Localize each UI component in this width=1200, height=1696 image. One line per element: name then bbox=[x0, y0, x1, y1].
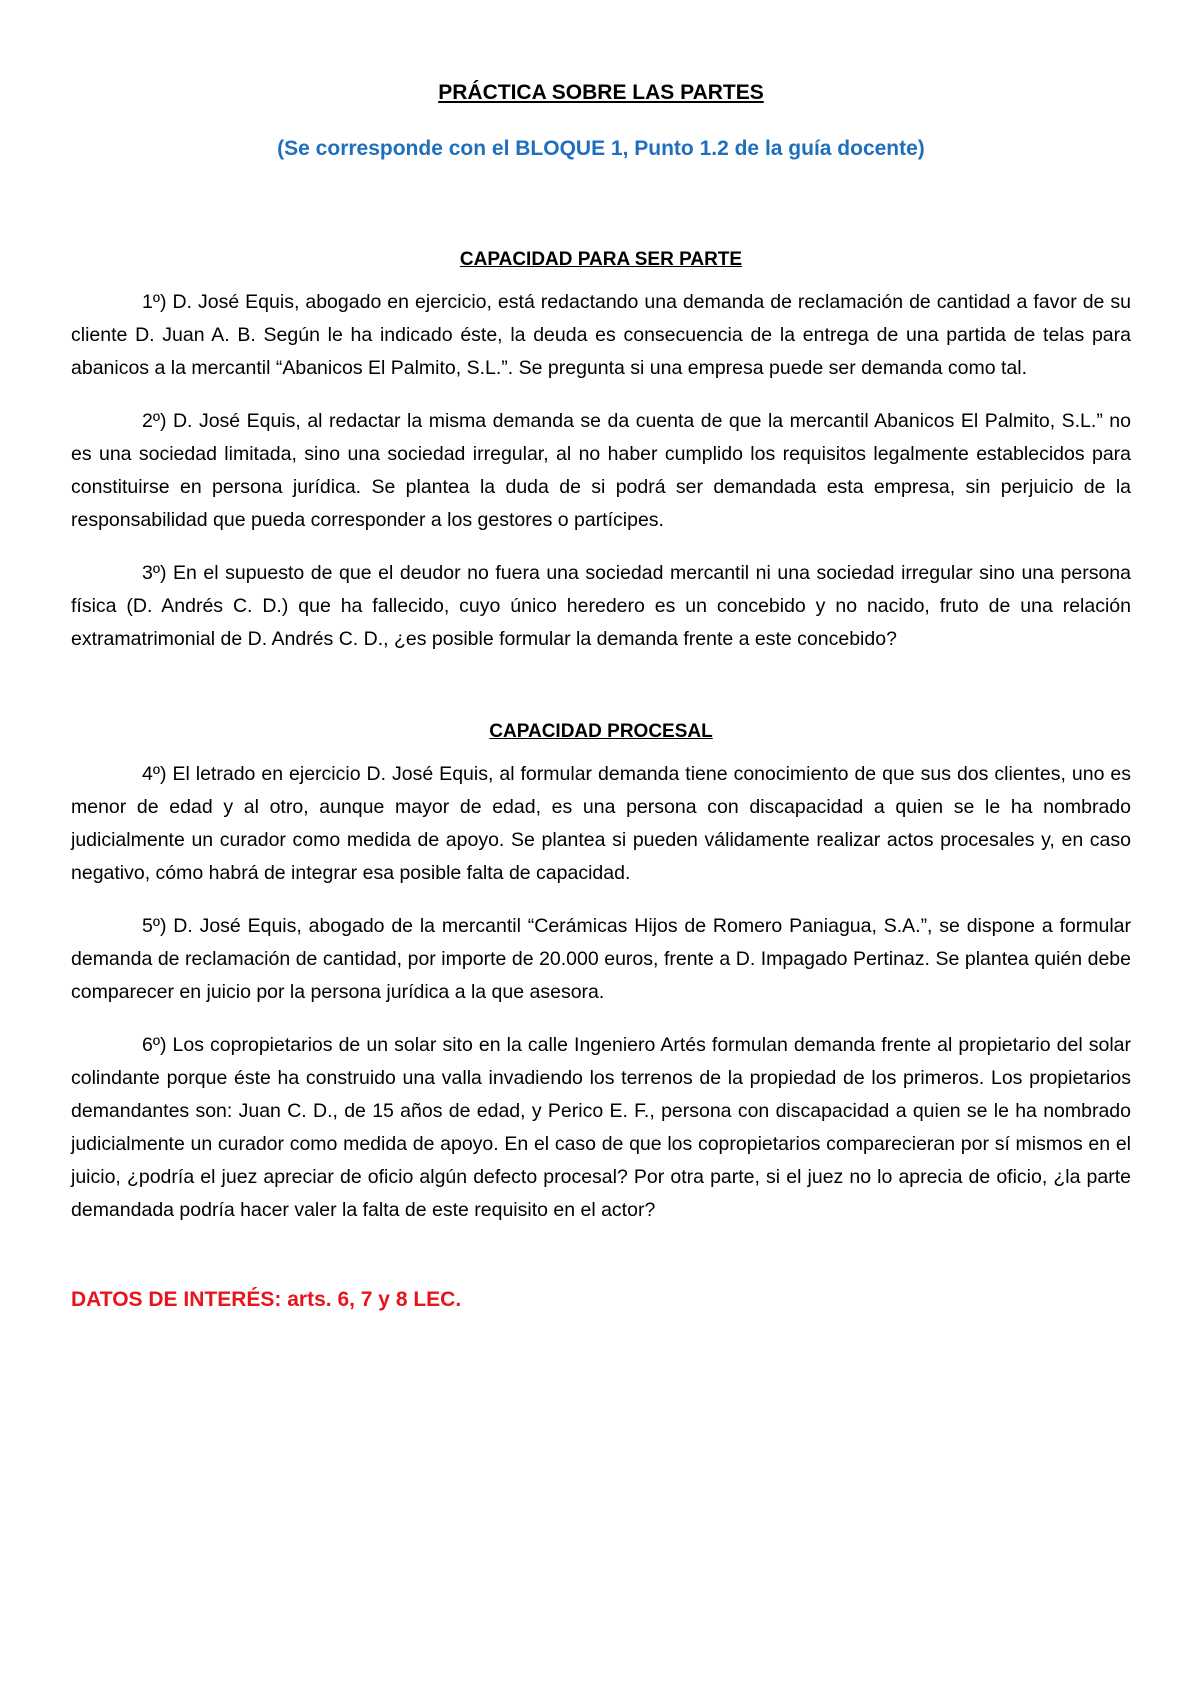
document-title: PRÁCTICA SOBRE LAS PARTES bbox=[438, 81, 764, 104]
document-subtitle: (Se corresponde con el BLOQUE 1, Punto 1.2 de la guía docente) bbox=[277, 137, 925, 160]
paragraph-6: 6º) Los copropietarios de un solar sito en la calle Ingeniero Artés formulan demanda frente al propietario del solar colindante porque éste ha construido una valla invadiendo los terrenos de la propiedad de los primeros. Los propietarios demandantes son: Juan C. D., de 15 años de edad, y Perico E. F., persona con discapacidad a quien se le ha nombrado judicialmente un curador como medida de apoyo. En el caso de que los copropietarios comparecieran por sí mismos en el juicio, ¿podría el juez apreciar de oficio algún defecto procesal? Por otra parte, si el juez no lo aprecia de oficio, ¿la parte demandada podría hacer valer la falta de este requisito en el actor? bbox=[71, 1034, 1131, 1221]
paragraph-4: 4º) El letrado en ejercicio D. José Equis, al formular demanda tiene conocimiento de que sus dos clientes, uno es menor de edad y al otro, aunque mayor de edad, es una persona con discapacidad a quien se le ha nombrado judicialmente un curador como medida de apoyo. Se plantea si pueden válidamente realizar actos procesales y, en caso negativo, cómo habrá de integrar esa posible falta de capacidad. bbox=[71, 763, 1131, 884]
paragraph-2: 2º) D. José Equis, al redactar la misma demanda se da cuenta de que la mercantil Abanicos El Palmito, S.L.” no es una sociedad limitada, sino una sociedad irregular, al no haber cumplido los requisitos legalmente establecidos para constituirse en persona jurídica. Se plantea la duda de si podrá ser demandada esta empresa, sin perjuicio de la responsabilidad que pueda corresponder a los gestores o partícipes. bbox=[71, 410, 1131, 531]
section-heading-capacidad-para-ser-parte: CAPACIDAD PARA SER PARTE bbox=[459, 249, 743, 270]
datos-de-interes-note: DATOS DE INTERÉS: arts. 6, 7 y 8 LEC. bbox=[71, 1288, 462, 1311]
paragraph-3: 3º) En el supuesto de que el deudor no fuera una sociedad mercantil ni una sociedad irregular sino una persona física (D. Andrés C. D.) que ha fallecido, cuyo único heredero es un concebido y no nacido, fruto de una relación extramatrimonial de D. Andrés C. D., ¿es posible formular la demanda frente a este concebido? bbox=[71, 562, 1131, 650]
paragraph-1: 1º) D. José Equis, abogado en ejercicio, está redactando una demanda de reclamación de cantidad a favor de su cliente D. Juan A. B. Según le ha indicado éste, la deuda es consecuencia de la entrega de una partida de telas para abanicos a la mercantil “Abanicos El Palmito, S.L.”. Se pregunta si una empresa puede ser demanda como tal. bbox=[71, 291, 1131, 379]
section-heading-capacidad-procesal: CAPACIDAD PROCESAL bbox=[489, 721, 713, 742]
paragraph-5: 5º) D. José Equis, abogado de la mercantil “Cerámicas Hijos de Romero Paniagua, S.A.”, se dispone a formular demanda de reclamación de cantidad, por importe de 20.000 euros, frente a D. Impagado Pertinaz. Se plantea quién debe comparecer en juicio por la persona jurídica a la que asesora. bbox=[71, 915, 1131, 1003]
